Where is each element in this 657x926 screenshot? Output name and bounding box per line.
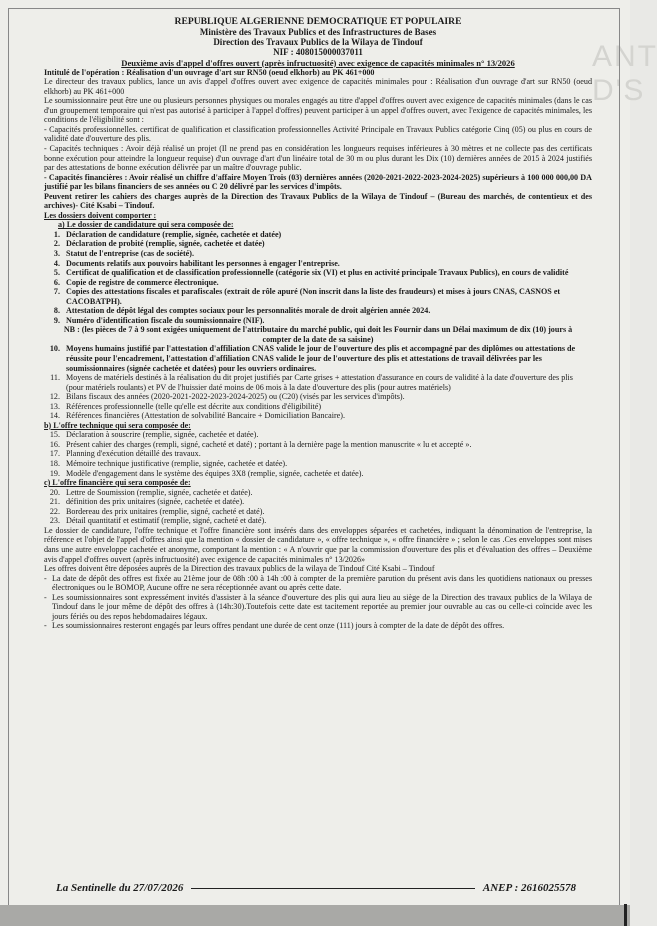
list-item: 16. Présent cahier des charges (rempli, signé, cacheté et daté) ; portant à la dernière page la mention manuscrite « lu et accepté ». <box>49 439 472 449</box>
financiere-heading: c) L'offre financière qui sera composée de: <box>44 478 191 488</box>
financial-capacity: - Capacités financières : Avoir réalisé un chiffre d'affaire Moyen Trois (03) dernières années (2020-2021-2022-2023-2024-2025) supérieurs à 100 000 000,00 DA justifié par les bilans financiers de ses années ou C 20 délivré par les services d'impôts. <box>44 172 592 192</box>
list-item: 11. Moyens de matériels destinés à la réalisation du dit projet justifiés par Carte grises + attestation d'assurance en cours de validité à la date d'ouverture des plis (pour matériels roulants) et PV de l'huissier daté moins de 06 mois à la date d'ouverture des plis (pour autres matériels) <box>50 373 573 392</box>
notice-title: Deuxième avis d'appel d'offres ouvert (après infructuosité) avec exigence de capacités minimales n° 13/2026 <box>121 57 515 68</box>
list-item: 20. Lettre de Soumission (remplie, signée, cachetée et datée). <box>49 487 253 497</box>
footer-rule <box>191 888 474 889</box>
list-item: 4. Documents relatifs aux pouvoirs habilitant les personnes à engager l'entreprise. <box>53 258 340 268</box>
scan-bottom-band <box>0 905 630 926</box>
list-item: 18. Mémoire technique justificative (remplie, signée, cachetée et datée). <box>49 459 288 469</box>
list-item: 19. Modèle d'engagement dans le système des équipes 3X8 (remplie, signée, cachetée et datée). <box>49 468 364 478</box>
bullet-item: - Les soumissionnaires sont expressément invités d'assister à la séance d'ouverture des plis qui aura lieu au siège de la Direction des travaux publics de la Wilaya de Tindouf dans le jour même de dépôt des offres à (14h:30).Toutefois cette date est tacitement reportée au premier jour ouvrable au cas ou celle-ci coïncide avec les jours fériés ou des repos hebdomadaires légaux. <box>44 592 592 621</box>
technique-list <box>44 430 592 478</box>
list-item: 15. Déclaration à souscrire (remplie, signée, cachetée et datée). <box>49 430 259 440</box>
professional-capacity: - Capacités professionnelles. certificat de qualification et classification professionnelles Activité Principale en Travaux Publics catégorie Cinq (05) ou plus en cours de validité date d'ouverture des plis. <box>44 124 592 144</box>
direction-heading: Direction des Travaux Publics de la Wilaya de Tindouf <box>213 37 423 48</box>
anep-reference: ANEP : 2616025578 <box>482 882 576 894</box>
list-item: 8. Attestation de dépôt légal des comptes sociaux pour les personnalités morale de droit algérien année 2024. <box>53 306 431 316</box>
list-item: 21. définition des prix unitaires (signée, cachetée et datée). <box>49 497 245 507</box>
list-item: 5. Certificat de qualification et de classification professionnelle (catégorie six (VI) et plus en activité principale Travaux Publics), en cours de validité <box>53 268 569 278</box>
list-item: 12. Bilans fiscaux des années (2020-2021-2022-2023-2024-2025) ou (C20) (visés par les services d'impôts). <box>49 392 405 402</box>
list-item: 17. Planning d'exécution détaillé des travaux. <box>49 449 201 459</box>
newspaper-footer <box>56 882 576 894</box>
envelopes-paragraph: Le dossier de candidature, l'offre technique et l'offre financière sont insérés dans des enveloppes séparées et cachetées, indiquant la dénomination de l'entreprise, la référence et l'objet de l'appel d'offres ainsi que la mention « dossier de candidature », « offre technique », « offre financière » ; selon le cas .Ces enveloppes sont mises dans une autre enveloppe cachetée et anonyme, comportant la mention : « A n'ouvrir que par la commission d'ouverture des plis et d'évaluation des offres – Deuxième avis d'appel d'offres ouvert (après infructuosité) avec exigence de capacités minimales n° 13/2026» <box>44 525 592 564</box>
list-item: 7. Copies des attestations fiscales et parafiscales (extrait de rôle apuré (Non inscrit dans la liste des fraudeurs) et mises à jours CNAS, CASNOS et CACOBATPH). <box>53 287 561 306</box>
bullet-item: - La date de dépôt des offres est fixée au 21ème jour de 08h :00 à 14h :00 à compter de la première parution du présent avis dans les quotidiens nationaux ou presses électroniques ou le BOMOP, Aucune offre ne sera réceptionnée avant ou après cette date. <box>44 573 592 593</box>
withdrawal-paragraph: Peuvent retirer les cahiers des charges auprès de la Direction des Travaux Publics de la Wilaya de Tindouf – (Bureau des marchés, de contentieux et des archives)- Cité Ksabi – Tindouf. <box>44 191 592 211</box>
candidature-list <box>44 230 592 325</box>
list-item: 13. Références professionnelle (telle qu'elle est décrite aux conditions d'éligibilité) <box>49 401 322 411</box>
operation-title: Intitulé de l'opération : Réalisation d'un ouvrage d'art sur RN50 (oeud elkhorb) au PK 461+000 <box>44 67 375 77</box>
deposit-paragraph: Les offres doivent être déposées auprès de la Direction des travaux publics de la wilaya de Tindouf Cité Ksabi – Tindouf <box>44 564 435 574</box>
list-item: 22. Bordereau des prix unitaires (remplie, signé, cacheté et daté). <box>49 506 265 516</box>
tender-notice <box>44 16 592 631</box>
list-item: 6. Copie de registre de commerce électronique. <box>53 277 219 287</box>
list-item: 3. Statut de l'entreprise (cas de société). <box>53 249 194 258</box>
candidature-heading: a) Le dossier de candidature qui sera composée de: <box>58 220 234 230</box>
bleed-through-text: ANT D'S <box>592 40 657 107</box>
intro-paragraph: Le directeur des travaux publics, lance un avis d'appel d'offres ouvert avec exigence de capacités minimales pour : Réalisation d'un ouvrage d'art sur RN50 (oeud elkhorb) au PK 461+000 <box>44 77 592 96</box>
list-item: 9. Numéro d'identification fiscale du soumissionnaire (NIF). <box>53 315 265 325</box>
technical-capacity: - Capacités techniques : Avoir déjà réalisé un projet (Il ne prend pas en considération les longueurs requises inférieures à 30 mètres et ne collecte pas des certificats bonne exécution pour atteindre la longueur requise) d'un ouvrage d'art d'un linéaire total de 30 m ou plus durant les Dix (10) dernières années de 2015 à 2024 justifiés par des attestations de bonne exécution délivrée par un maître d'ouvrage public. <box>44 143 592 173</box>
list-item: 1. Déclaration de candidature (remplie, signée, cachetée et datée) <box>53 229 282 239</box>
financiere-list <box>44 488 592 526</box>
list-item: 14. Références financières (Attestation de solvabilité Bancaire + Domiciliation Bancaire). <box>49 411 345 421</box>
technique-heading: b) L'offre technique qui sera composée de: <box>44 420 191 430</box>
nb-note: NB : (les pièces de 7 à 9 sont exigées uniquement de l'attributaire du marché public, qui doit les Fournir dans un Délai maximum de dix (10) jours à compter de la date de sa saisine) <box>63 325 573 344</box>
list-item: 10. Moyens humains justifié par l'attestation d'affiliation CNAS valide le jour de l'ouverture des plis et accompagné par des diplômes ou attestations de réussite pour l'encadrement, l'attestation d'affiliation CNAS valide le jour de l'ouverture des plis et attestations de travail délivrées par les soumissionnaires (signée cachetée et datées) pour les ouvriers ordinaires. <box>49 344 576 373</box>
candidature-list-continued <box>44 344 592 420</box>
dossiers-heading: Les dossiers doivent comporter : <box>44 210 157 220</box>
ministry-heading: Ministère des Travaux Publics et des Infrastructures de Bases <box>199 27 437 37</box>
republic-heading: REPUBLIQUE ALGERIENNE DEMOCRATIQUE ET POPULAIRE <box>174 16 462 27</box>
scan-edge-mark <box>624 904 627 926</box>
list-item: 23. Détail quantitatif et estimatif (remplie, signé, cacheté et daté). <box>49 516 267 526</box>
bullet-item: - Les soumissionnaires resteront engagés par leurs offres pendant une durée de cent onze (111) jours à compter de la date de dépôt des offres. <box>44 621 505 631</box>
list-item: 2. Déclaration de probité (remplie, signée, cachetée et datée) <box>53 239 265 249</box>
newspaper-name-date: La Sentinelle du 27/07/2026 <box>56 882 184 894</box>
eligibility-paragraph: Le soumissionnaire peut être une ou plusieurs personnes physiques ou morales engagés au titre d'appel d'offres ouvert avec exigence de capacités minimales (dans le cas d'un groupement temporaire qui n'est pas autorisé à participer à l'appel d'offres) peuvent participer à un appel d'offres ouvert, avec l'exigence de capacités minimales, les conditions de l'éligibilité sont : <box>44 96 592 125</box>
nif-line: NIF : 408015000037011 <box>273 47 363 58</box>
